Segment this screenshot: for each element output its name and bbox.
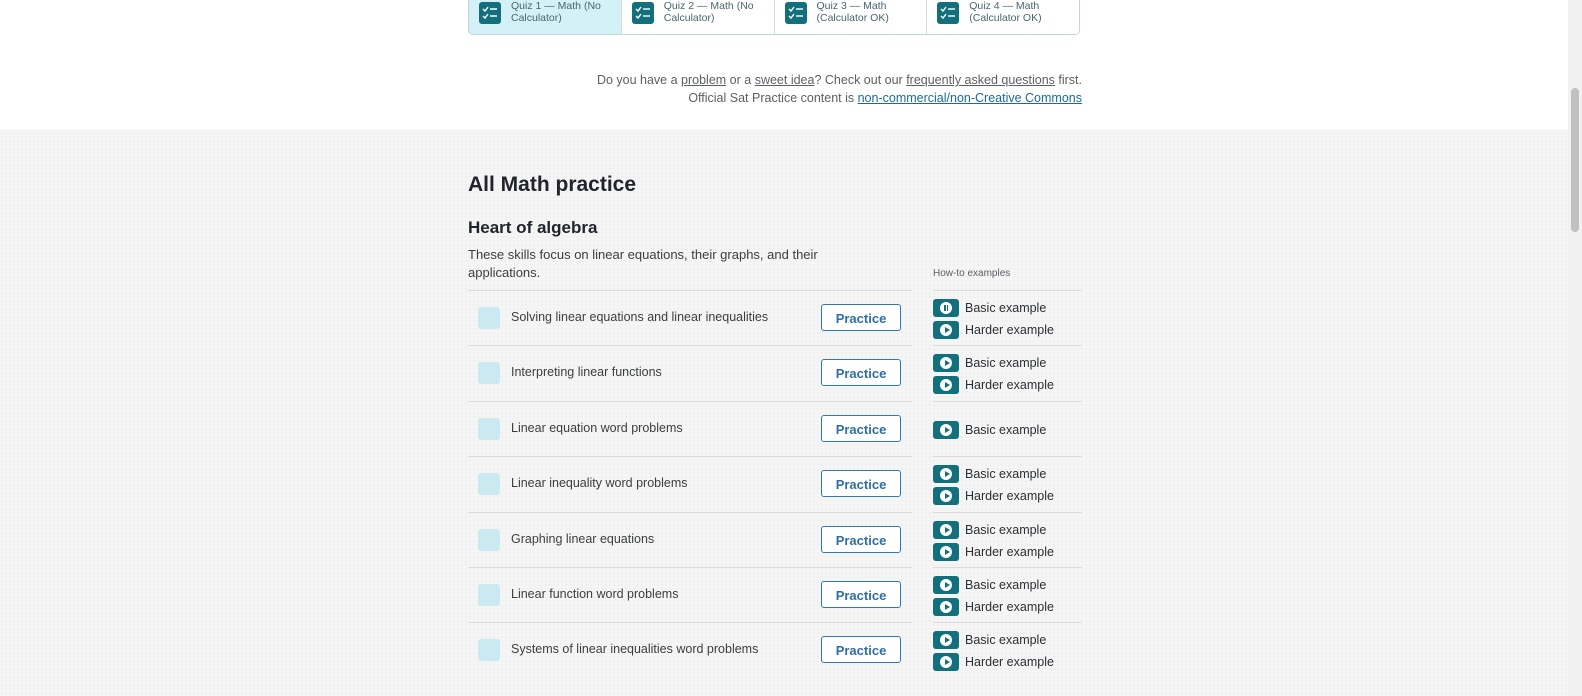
practice-button[interactable]: Practice <box>821 359 901 386</box>
top-area <box>0 0 1568 131</box>
practice-button[interactable]: Practice <box>821 304 901 331</box>
license-link[interactable]: non-commercial/non-Creative Commons <box>857 91 1082 105</box>
skill-row <box>468 345 1082 400</box>
quiz-tab-label: Quiz 3 — Math (Calculator OK) <box>816 0 889 24</box>
quiz-tab-1[interactable] <box>469 0 622 34</box>
howto-example-link[interactable] <box>933 485 1054 507</box>
help-text-part: first. <box>1054 73 1082 87</box>
skill-row <box>468 290 1082 345</box>
play-icon <box>933 487 959 505</box>
mastery-indicator <box>478 473 500 495</box>
skill-name: Linear inequality word problems <box>511 476 688 491</box>
howto-example-link[interactable] <box>933 374 1054 396</box>
skill-row <box>468 401 1082 456</box>
practice-button[interactable]: Practice <box>821 415 901 442</box>
howto-example-link[interactable] <box>933 297 1054 319</box>
scrollbar-thumb[interactable] <box>1571 88 1579 232</box>
section-title: Heart of algebra <box>468 218 598 237</box>
skill-info <box>468 456 912 512</box>
skill-name: Linear function word problems <box>511 586 679 601</box>
skill-info <box>468 512 912 568</box>
howto-example-label: Basic example <box>965 422 1047 437</box>
section-description: These skills focus on linear equations, their graphs, and their applications. <box>468 247 818 280</box>
quiz-tab-label: Quiz 2 — Math (No Calculator) <box>663 0 754 24</box>
help-text-part: or a <box>726 73 755 87</box>
practice-button[interactable]: Practice <box>821 470 901 497</box>
howto-example-label: Basic example <box>965 301 1047 315</box>
howto-example-label: Harder example <box>965 378 1054 393</box>
help-line-2 <box>597 89 1082 107</box>
skill-row <box>468 567 1082 622</box>
skill-name: Solving linear equations and linear inequalities <box>511 310 769 324</box>
skill-name: Graphing linear equations <box>511 531 655 546</box>
quiz-tab-2[interactable] <box>622 0 775 34</box>
skill-row <box>468 512 1082 567</box>
checklist-icon <box>632 2 654 24</box>
play-icon <box>933 598 959 616</box>
howto-example-label: Basic example <box>965 467 1047 482</box>
checklist-icon <box>937 2 959 24</box>
practice-button[interactable]: Practice <box>821 581 901 608</box>
checklist-icon <box>479 2 501 24</box>
skill-info <box>468 401 912 457</box>
play-icon <box>933 521 959 539</box>
mastery-indicator <box>478 418 500 440</box>
howto-examples <box>933 622 1082 678</box>
skill-name: Systems of linear inequalities word problems <box>511 642 759 657</box>
mastery-indicator <box>478 584 500 606</box>
howto-example-list <box>933 629 1054 673</box>
skill-info <box>468 345 912 401</box>
howto-example-link[interactable] <box>933 463 1054 485</box>
quiz-tab-label: Quiz 1 — Math (No Calculator) <box>511 0 601 24</box>
howto-examples <box>933 401 1082 457</box>
practice-button[interactable]: Practice <box>821 526 901 553</box>
page-title: All Math practice <box>468 173 637 196</box>
help-text-part: Do you have a <box>596 73 682 87</box>
pause-icon <box>933 299 959 317</box>
mastery-indicator <box>478 529 500 551</box>
mastery-indicator <box>478 639 500 661</box>
howto-example-link[interactable] <box>933 519 1054 541</box>
howto-header: How-to examples <box>933 268 1011 279</box>
skill-info <box>468 290 912 346</box>
play-icon <box>933 653 959 671</box>
play-icon <box>933 543 959 561</box>
help-text-part: ? Check out our <box>814 73 907 87</box>
howto-example-label: Basic example <box>965 522 1047 537</box>
howto-examples <box>933 345 1082 401</box>
play-icon <box>933 376 959 394</box>
howto-examples <box>933 567 1082 623</box>
howto-example-list <box>933 463 1054 507</box>
mastery-indicator <box>478 362 500 384</box>
howto-example-list <box>933 419 1046 441</box>
howto-examples <box>933 290 1082 346</box>
howto-example-list <box>933 574 1054 618</box>
quiz-tab-label: Quiz 4 — Math (Calculator OK) <box>969 0 1042 24</box>
quiz-tab-3[interactable] <box>775 0 928 34</box>
play-icon <box>933 631 959 649</box>
play-icon <box>933 354 959 372</box>
howto-example-link[interactable] <box>933 629 1054 651</box>
checklist-icon <box>785 2 807 24</box>
mastery-indicator <box>478 307 500 329</box>
howto-example-list <box>933 519 1054 563</box>
problem-link[interactable]: problem <box>681 73 727 87</box>
skill-info <box>468 622 912 678</box>
quiz-tab-4[interactable] <box>927 0 1079 34</box>
play-icon <box>933 576 959 594</box>
howto-example-link[interactable] <box>933 419 1046 441</box>
howto-example-link[interactable] <box>933 596 1054 618</box>
skill-name: Interpreting linear functions <box>511 365 662 380</box>
sweet-idea-link[interactable]: sweet idea <box>754 73 815 87</box>
quiz-bar <box>468 0 1080 35</box>
howto-example-label: Basic example <box>965 577 1047 592</box>
skill-row <box>468 622 1082 677</box>
howto-example-label: Harder example <box>965 655 1054 670</box>
play-icon <box>933 421 959 439</box>
practice-button[interactable]: Practice <box>821 636 901 663</box>
howto-examples <box>933 456 1082 512</box>
help-text <box>597 71 1082 107</box>
practice-area <box>0 131 1568 696</box>
skill-row <box>468 456 1082 511</box>
howto-example-label: Harder example <box>965 323 1054 337</box>
faq-link[interactable]: frequently asked questions <box>906 73 1055 87</box>
howto-example-label: Basic example <box>965 633 1047 648</box>
skill-list <box>468 290 1082 678</box>
howto-example-link[interactable] <box>933 352 1054 374</box>
howto-example-link[interactable] <box>933 541 1054 563</box>
skill-name: Linear equation word problems <box>511 420 683 435</box>
help-line-1 <box>597 71 1082 89</box>
howto-example-link[interactable] <box>933 574 1054 596</box>
howto-example-list <box>933 297 1054 341</box>
howto-examples <box>933 512 1082 568</box>
skill-info <box>468 567 912 623</box>
howto-example-label: Basic example <box>965 356 1047 371</box>
help-text-part: Official Sat Practice content is <box>688 91 858 105</box>
howto-example-link[interactable] <box>933 319 1054 341</box>
howto-example-label: Harder example <box>965 544 1054 559</box>
howto-example-label: Harder example <box>965 489 1054 504</box>
howto-example-label: Harder example <box>965 599 1054 614</box>
scrollbar[interactable] <box>1568 0 1582 696</box>
howto-example-link[interactable] <box>933 651 1054 673</box>
play-icon <box>933 465 959 483</box>
howto-example-list <box>933 352 1054 396</box>
play-icon <box>933 321 959 339</box>
